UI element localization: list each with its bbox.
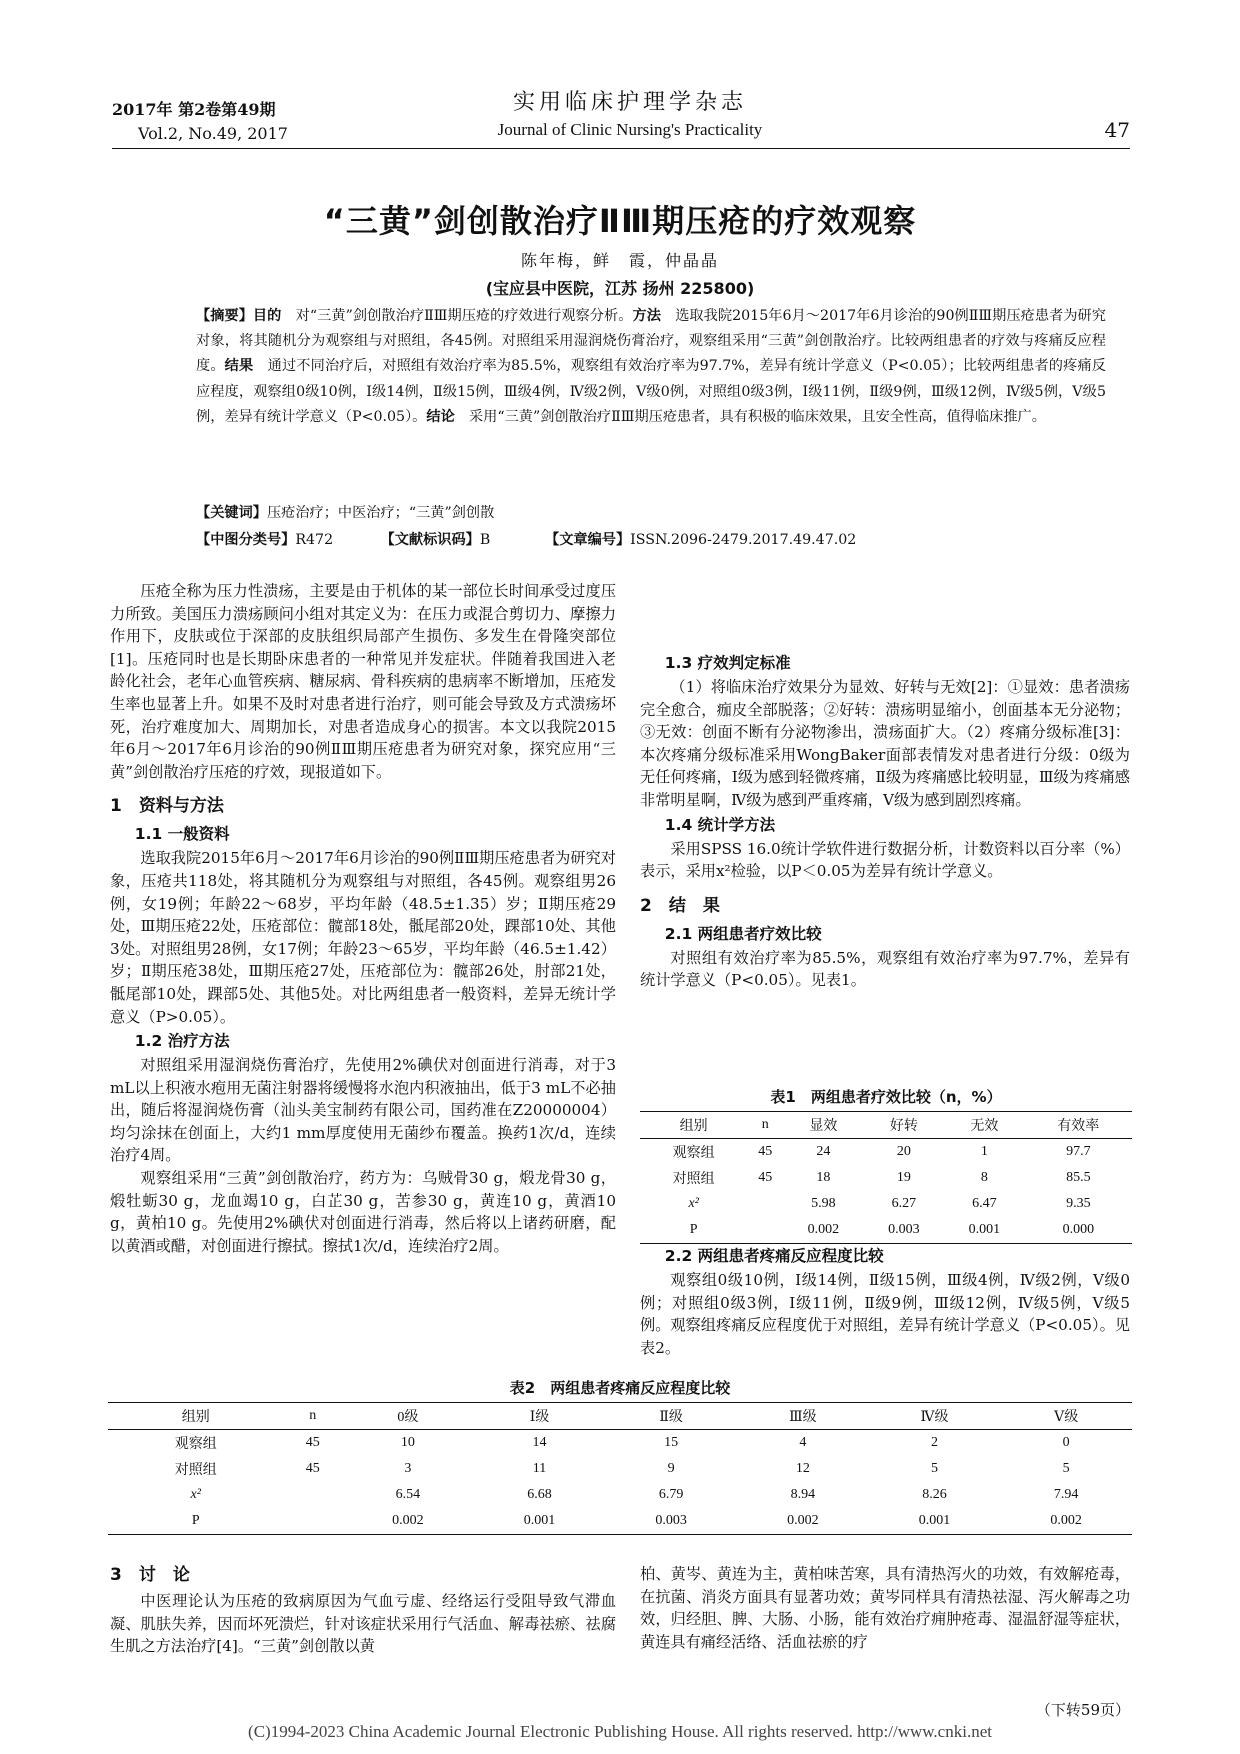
table-cell: 0.002 bbox=[1050, 1513, 1082, 1528]
table-row bbox=[108, 1508, 1132, 1535]
table-2-header: 组别 bbox=[181, 1410, 210, 1425]
table-cell: 0.000 bbox=[1062, 1222, 1095, 1237]
table-2-header: Ⅴ级 bbox=[1054, 1410, 1079, 1425]
keywords-text: 压疮治疗；中医治疗；“三黄”剑创散 bbox=[266, 505, 495, 521]
table-cell: 观察组 bbox=[174, 1437, 217, 1452]
table-cell: 12 bbox=[795, 1461, 810, 1476]
abstract-methods-label: 方法 bbox=[632, 308, 661, 324]
table-cell bbox=[747, 1217, 783, 1244]
table-cell: 7.94 bbox=[1053, 1487, 1079, 1502]
table-cell: 10 bbox=[400, 1435, 415, 1450]
continued-note: （下转59页） bbox=[1035, 1701, 1130, 1719]
table-cell: 0.003 bbox=[888, 1222, 920, 1237]
clc-label: 【中图分类号】 bbox=[196, 532, 296, 548]
right-column bbox=[640, 580, 1130, 992]
section-3-text-a: 中医理论认为压疮的致病原因为气血亏虚、经络运行受阻导致气滞血凝、肌肤失养，因而坏死溃烂，针对该症状采用行气活血、解毒祛瘀、祛腐生肌之方法治疗[4]。“三黄”剑创散以黄 bbox=[110, 1592, 616, 1656]
section-2-1-heading: 2.1 两组患者疗效比较 bbox=[664, 924, 822, 943]
table-cell: 45 bbox=[305, 1461, 320, 1476]
table-cell: 19 bbox=[896, 1170, 911, 1185]
table-cell: P bbox=[191, 1513, 200, 1528]
article-affiliation: (宝应县中医院，江苏 扬州 225800) bbox=[485, 279, 755, 298]
section-1-1-heading: 1.1 一般资料 bbox=[134, 825, 230, 844]
table-cell: 6.47 bbox=[972, 1196, 997, 1211]
article-number bbox=[545, 527, 856, 553]
table-row bbox=[640, 1191, 1132, 1217]
issue-cn: 2017年 第2卷第49期 bbox=[112, 100, 276, 119]
table-cell: 20 bbox=[896, 1144, 911, 1159]
table-2-header: Ⅲ级 bbox=[789, 1410, 817, 1425]
table-cell: 6.54 bbox=[395, 1487, 421, 1502]
table-cell: 9 bbox=[667, 1461, 675, 1476]
table-2-header: Ⅱ级 bbox=[659, 1410, 683, 1425]
table-cell bbox=[284, 1508, 343, 1535]
table-cell: 6.68 bbox=[527, 1487, 552, 1502]
copyright-line: (C)1994-2023 China Academic Journal Electronic Publishing House. All rights reserved. http://www.cnki.net bbox=[248, 1722, 992, 1741]
article-number-label: 【文章编号】 bbox=[545, 532, 631, 548]
table-row bbox=[108, 1430, 1132, 1457]
table-cell: 45 bbox=[305, 1435, 320, 1450]
article-title: “三黄”剑创散治疗ⅡⅢ期压疮的疗效观察 bbox=[323, 202, 917, 240]
table-cell: 8 bbox=[980, 1170, 988, 1185]
section-1-2-heading: 1.2 治疗方法 bbox=[134, 1032, 230, 1051]
table-cell: 0.001 bbox=[523, 1513, 556, 1528]
page-number: 47 bbox=[1104, 118, 1130, 142]
section-1-4-text: 采用SPSS 16.0统计学软件进行数据分析，计数资料以百分率（%）表示，采用x²检验，以P＜0.05为差异有统计学意义。 bbox=[640, 839, 1130, 881]
table-cell: 5.98 bbox=[811, 1196, 836, 1211]
table-1-header: 有效率 bbox=[1057, 1119, 1100, 1134]
table-1-header: n bbox=[761, 1117, 769, 1132]
intro-paragraph: 压疮全称为压力性溃疡，主要是由于机体的某一部位长时间承受过度压力所致。美国压力溃疡顾问小组对其定义为：在压力或混合剪切力、摩擦力作用下，皮肤或位于深部的皮肤组织局部产生损伤、多发生在骨隆突部位[1]。压疮同时也是长期卧床患者的一种常见并发症状。伴随着我国进入老龄化社会，老年心血管疾病、糖尿病、骨科疾病的患病率不断增加，压疮发生率也显著上升。如果不及时对患者进行治疗，则可能会导致及方式溃疡坏死，治疗难度加大、周期加长，对患者造成身心的损害。本文以我院2015年6月～2017年6月诊治的90例ⅡⅢ期压疮患者为研究对象，探究应用“三黄”剑创散治疗压疮的疗效，现报道如下。 bbox=[110, 582, 616, 781]
header-rule bbox=[112, 148, 1130, 149]
section-2-1-text: 对照组有效治疗率为85.5%，观察组有效治疗率为97.7%，差异有统计学意义（P<0.05）。见表1。 bbox=[640, 948, 1130, 990]
table-2 bbox=[108, 1377, 1132, 1535]
table-1-header: 好转 bbox=[889, 1119, 918, 1134]
table-2-header: n bbox=[309, 1408, 317, 1423]
section-1-1-text: 选取我院2015年6月～2017年6月诊治的90例ⅡⅢ期压疮患者为研究对象，压疮共118处，将其随机分为观察组与对照组，各45例。观察组男26例，女19例；年龄22～68岁，平均年龄（48.5±1.35）岁；Ⅱ期压疮29处，Ⅲ期压疮22处，压疮部位：髋部18处，骶尾部20处，踝部10处、其他3处。对照组男28例，女17例；年龄23～65岁，平均年龄（46.5±1.42）岁；Ⅱ期压疮38处，Ⅲ期压疮27处，压疮部位为：髋部26处，肘部21处，骶尾部10处，踝部5处、其他5处。对比两组患者一般资料，差异无统计学意义（P>0.05）。 bbox=[110, 849, 616, 1026]
table-1-caption: 表1 两组患者疗效比较（n，%） bbox=[770, 1088, 1002, 1106]
journal-title-cn: 实用临床护理学杂志 bbox=[512, 90, 747, 115]
table-1-header: 显效 bbox=[809, 1119, 838, 1134]
table-cell: 14 bbox=[532, 1435, 547, 1450]
table-1-header-row bbox=[640, 1112, 1132, 1139]
table-cell: 0 bbox=[1062, 1435, 1070, 1450]
section-1-2-text-a: 对照组采用湿润烧伤膏治疗，先使用2%碘伏对创面进行消毒，对于3 mL以上积液水疱用无菌注射器将缓慢将水泡内积液抽出，低于3 mL不必抽出，随后将湿润烧伤膏（汕头美宝制药有限公司，国药准在Z20000004）均匀涂抹在创面上，大约1 mm厚度使用无菌纱布覆盖。换药1次/d，连续治疗4周。 bbox=[110, 1056, 616, 1165]
table-cell bbox=[284, 1482, 343, 1508]
table-cell: 0.003 bbox=[655, 1513, 687, 1528]
classification-line bbox=[196, 527, 1106, 553]
table-cell: 观察组 bbox=[672, 1146, 715, 1161]
table-2-header-row bbox=[108, 1403, 1132, 1430]
doc-code-value: B bbox=[479, 532, 491, 548]
table-cell: 6.27 bbox=[891, 1196, 917, 1211]
table-cell: 0.001 bbox=[968, 1222, 1001, 1237]
section-3-text-b: 柏、黄岑、黄连为主，黄柏味苦寒，具有清热泻火的功效，有效解疮毒，在抗菌、消炎方面具有显著功效；黄岑同样具有清热祛湿、泻火解毒之功效，归经胆、脾、大肠、小肠，能有效治疗痈肿疮毒、湿温舒湿等症状，黄连具有痛经活络、活血祛瘀的疗 bbox=[640, 1565, 1130, 1651]
table-cell: 45 bbox=[758, 1144, 773, 1159]
clc bbox=[196, 527, 376, 553]
table-cell: 0.001 bbox=[918, 1513, 951, 1528]
section-3-right bbox=[640, 1563, 1130, 1653]
table-cell: 1 bbox=[980, 1144, 988, 1159]
section-2-2 bbox=[640, 1243, 1130, 1359]
table-cell bbox=[747, 1191, 783, 1217]
section-2-heading: 2 结 果 bbox=[640, 895, 720, 916]
left-column bbox=[110, 580, 616, 1257]
table-cell: x² bbox=[688, 1196, 699, 1211]
abstract-label: 【摘要】目的 bbox=[196, 308, 282, 324]
table-cell: 24 bbox=[816, 1144, 831, 1159]
clc-value: R472 bbox=[295, 532, 334, 548]
keywords bbox=[196, 500, 1106, 526]
doc-code bbox=[381, 527, 541, 553]
table-1-grid bbox=[640, 1111, 1132, 1244]
article-authors: 陈年梅，鲜 霞，仲晶晶 bbox=[520, 251, 719, 270]
table-cell: 97.7 bbox=[1066, 1144, 1091, 1159]
table-1 bbox=[640, 1086, 1132, 1244]
abstract-methods: 选取我院2015年6月～2017年6月诊治的90例ⅡⅢ期压疮患者为研究对象，将其随机分为观察组与对照组，各45例。对照组采用湿润烧伤膏治疗，观察组采用“三黄”剑创散治疗。比较两组患者的疗效与疼痛反应程度。 bbox=[196, 308, 1106, 375]
table-cell: 5 bbox=[1062, 1461, 1070, 1476]
table-row bbox=[108, 1456, 1132, 1482]
table-cell: 0.002 bbox=[807, 1222, 840, 1237]
section-3-left bbox=[110, 1560, 616, 1658]
section-2-2-text: 观察组0级10例，Ⅰ级14例，Ⅱ级15例，Ⅲ级4例，Ⅳ级2例，Ⅴ级0例；对照组0级3例，Ⅰ级11例，Ⅱ级9例，Ⅲ级12例，Ⅳ级5例，Ⅴ级5例。观察组疼痛反应程度优于对照组，差异有统计学意义（P<0.05）。见表2。 bbox=[640, 1271, 1130, 1357]
section-3-heading: 3 讨 论 bbox=[110, 1565, 190, 1585]
table-cell: 0.002 bbox=[787, 1513, 819, 1528]
abstract-results: 通过不同治疗后，对照组有效治疗率为85.5%，观察组有效治疗率为97.7%，差异有统计学意义（P<0.05）；比较两组患者的疼痛反应程度，观察组0级10例，Ⅰ级14例，Ⅱ级15例，Ⅲ级4例，Ⅳ级2例，Ⅴ级0例，对照组0级3例，Ⅰ级11例，Ⅱ级9例，Ⅲ级12例，Ⅳ级5例，Ⅴ级5例，差异有统计学意义（P<0.05）。 bbox=[196, 358, 1106, 425]
section-1-heading: 1 资料与方法 bbox=[110, 796, 224, 817]
abstract-conclusion-label: 结论 bbox=[426, 408, 455, 425]
table-cell: 对照组 bbox=[672, 1172, 715, 1187]
issue-en: Vol.2, No.49, 2017 bbox=[138, 124, 288, 143]
table-cell: 2 bbox=[930, 1435, 938, 1450]
table-2-header: Ⅰ级 bbox=[529, 1410, 550, 1425]
section-1-2-text-b: 观察组采用“三黄”剑创散治疗，药方为：乌贼骨30 g，煅龙骨30 g，煅牡蛎30 g，龙血竭10 g，白芷30 g，苦参30 g，黄连10 g，黄酒10 g，黄柏10 g。先使用2%碘伏对创面进行消毒，然后将以上诸药研磨，配以黄酒或醋，对创面进行擦拭。擦拭1次/d，连续治疗2周。 bbox=[110, 1169, 616, 1255]
table-cell: 3 bbox=[404, 1461, 412, 1476]
article-number-value: ISSN.2096-2479.2017.49.47.02 bbox=[630, 532, 857, 548]
table-1-header: 组别 bbox=[679, 1119, 708, 1134]
table-row bbox=[640, 1165, 1132, 1191]
abstract bbox=[196, 304, 1106, 430]
section-1-3-text: （1）将临床治疗效果分为显效、好转与无效[2]：①显效：患者溃疡完全愈合，痂皮全部脱落；②好转：溃疡明显缩小，创面基本无分泌物；③无效：创面不断有分泌物渗出，溃疡面扩大。（2）疼痛分级标准[3]：本次疼痛分级标准采用WongBaker面部表情发对患者进行分级：0级为无任何疼痛，Ⅰ级为感到轻微疼痛，Ⅱ级为疼痛感比较明显，Ⅲ级为疼痛感非常明星啊，Ⅳ级为感到严重疼痛，Ⅴ级为感到剧烈疼痛。 bbox=[640, 678, 1130, 809]
table-cell: x² bbox=[190, 1487, 201, 1502]
journal-title bbox=[420, 88, 840, 142]
table-row bbox=[640, 1217, 1132, 1244]
section-1-3-heading: 1.3 疗效判定标准 bbox=[664, 654, 791, 672]
table-1-header: 无效 bbox=[970, 1119, 999, 1134]
table-cell: 18 bbox=[816, 1170, 831, 1185]
table-row bbox=[108, 1482, 1132, 1508]
abstract-conclusion: 采用“三黄”剑创散治疗ⅡⅢ期压疮患者，具有积极的临床效果，且安全性高，值得临床推广。 bbox=[454, 408, 1046, 425]
table-row bbox=[640, 1139, 1132, 1166]
table-cell: 0.002 bbox=[392, 1513, 424, 1528]
table-cell: 对照组 bbox=[174, 1463, 217, 1478]
table-2-header: Ⅳ级 bbox=[920, 1410, 949, 1425]
journal-title-en: Journal of Clinic Nursing's Practicality bbox=[497, 120, 763, 139]
table-2-grid bbox=[108, 1402, 1132, 1535]
table-cell: 9.35 bbox=[1066, 1196, 1091, 1211]
issue-info bbox=[112, 98, 288, 146]
table-2-header: 0级 bbox=[397, 1410, 419, 1425]
keywords-label: 【关键词】 bbox=[196, 505, 267, 521]
doc-code-label: 【文献标识码】 bbox=[380, 532, 480, 548]
table-cell: 15 bbox=[664, 1435, 679, 1450]
section-2-2-heading: 2.2 两组患者疼痛反应程度比较 bbox=[664, 1247, 884, 1265]
table-cell: 85.5 bbox=[1066, 1170, 1091, 1185]
table-cell: 45 bbox=[758, 1170, 773, 1185]
table-cell: 6.79 bbox=[658, 1487, 684, 1502]
table-cell: P bbox=[689, 1222, 698, 1237]
table-cell: 4 bbox=[799, 1435, 807, 1450]
section-1-4-heading: 1.4 统计学方法 bbox=[664, 815, 776, 834]
table-2-caption: 表2 两组患者疼痛反应程度比较 bbox=[509, 1379, 731, 1397]
abstract-results-label: 结果 bbox=[224, 358, 254, 375]
table-cell: 8.26 bbox=[922, 1487, 947, 1502]
abstract-objective: 对“三黄”剑创散治疗ⅡⅢ期压疮的疗效进行观察分析。 bbox=[281, 308, 633, 324]
table-cell: 11 bbox=[532, 1461, 547, 1476]
table-cell: 8.94 bbox=[790, 1487, 816, 1502]
table-cell: 5 bbox=[930, 1461, 938, 1476]
